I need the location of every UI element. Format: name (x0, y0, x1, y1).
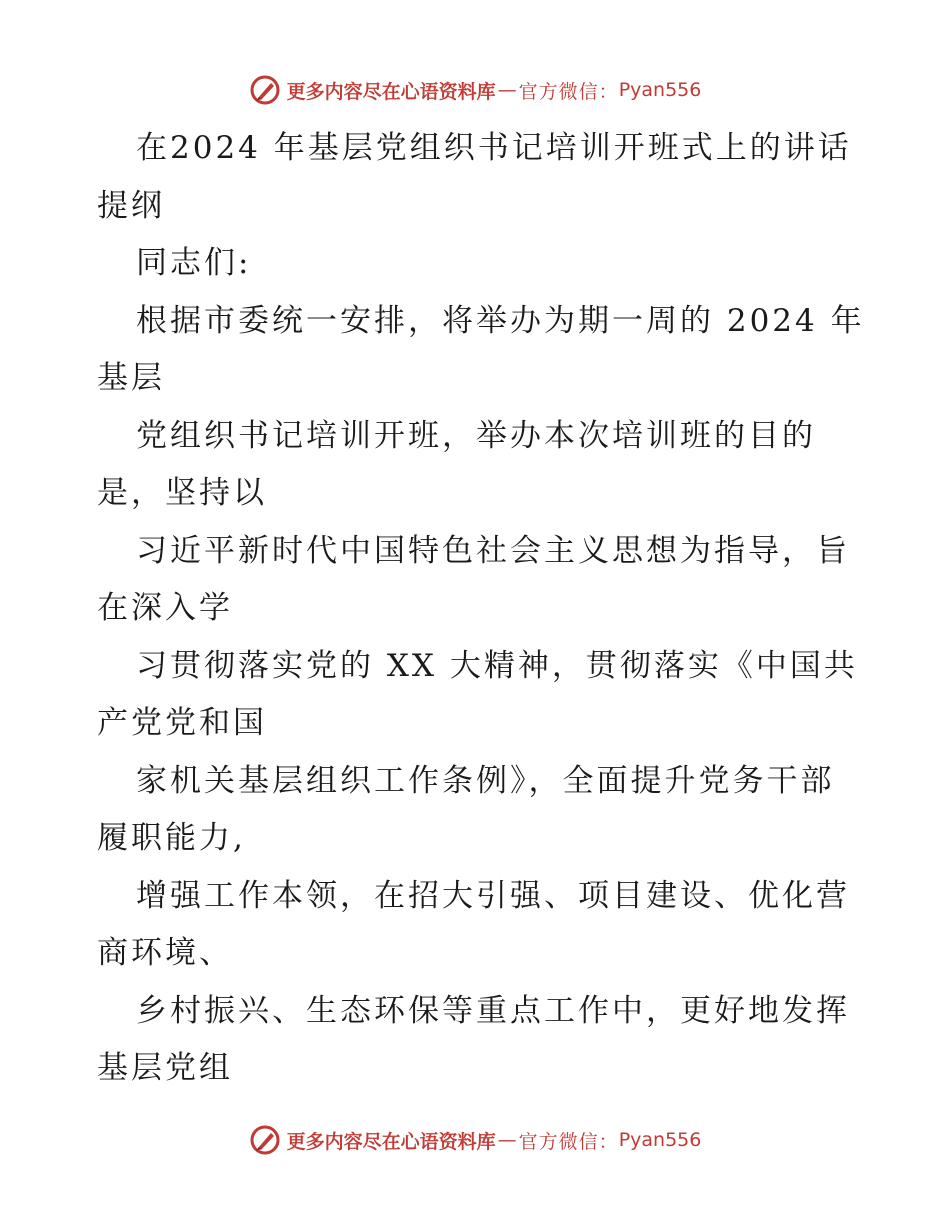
footer-watermark (0, 1120, 950, 1160)
doc-line-3: 同志们: (136, 245, 252, 281)
document-body (97, 120, 865, 1098)
watermark-brand: 更多内容尽在心语资料库 (286, 80, 496, 103)
watermark-wechat-label: 官方微信： (518, 1130, 619, 1153)
watermark-account: Pyan556 (618, 79, 702, 101)
doc-line-1: 在2024 年基层党组织书记培训开班式上的讲话 (136, 130, 852, 166)
doc-line-7: 是，坚持以 (97, 475, 267, 511)
quill-logo-icon (249, 74, 281, 106)
watermark-separator: — (497, 79, 517, 101)
doc-line-16: 乡村振兴、生态环保等重点工作中，更好地发挥 (136, 992, 850, 1029)
watermark-wechat-label: 官方微信： (518, 80, 619, 103)
doc-line-4: 根据市委统一安排，将举办为期一周的 2024 年 (136, 302, 865, 339)
watermark-brand: 更多内容尽在心语资料库 (286, 1130, 496, 1153)
doc-line-10: 习贯彻落实党的 XX 大精神，贯彻落实《中国共 (136, 647, 858, 684)
watermark-separator: — (497, 1129, 517, 1151)
doc-line-11: 产党党和国 (97, 705, 267, 741)
doc-line-12: 家机关基层组织工作条例》，全面提升党务干部 (136, 762, 835, 799)
header-watermark (0, 70, 950, 110)
doc-line-2: 提纲 (97, 187, 165, 224)
watermark-account: Pyan556 (618, 1129, 702, 1151)
doc-line-9: 在深入学 (97, 590, 233, 626)
doc-line-6: 党组织书记培训开班，举办本次培训班的目的 (136, 417, 816, 454)
doc-line-8: 习近平新时代中国特色社会主义思想为指导，旨 (136, 532, 850, 569)
quill-logo-icon (249, 1124, 281, 1156)
doc-line-5: 基层 (97, 360, 165, 396)
doc-line-15: 商环境、 (97, 935, 233, 971)
doc-line-13: 履职能力, (97, 820, 246, 856)
doc-line-14: 增强工作本领，在招大引强、项目建设、优化营 (136, 877, 850, 914)
doc-line-17: 基层党组 (97, 1050, 233, 1086)
